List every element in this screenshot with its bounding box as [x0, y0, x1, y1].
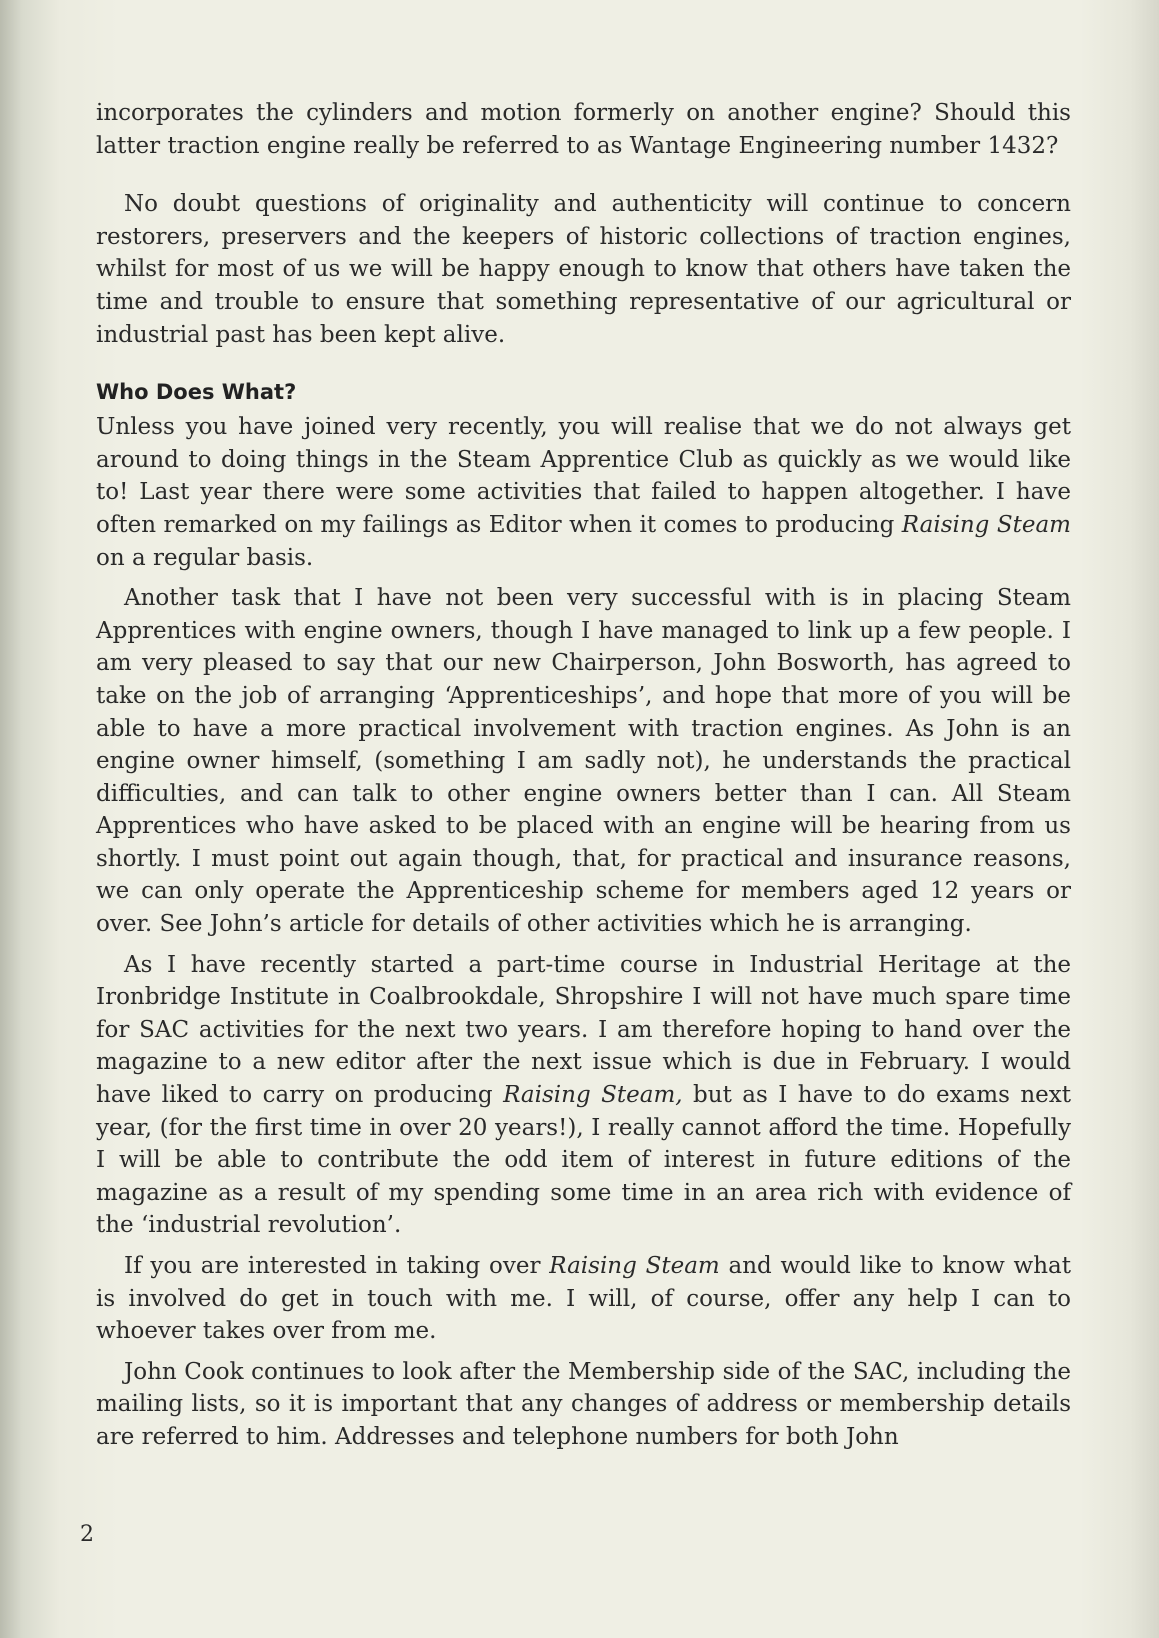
section-heading: Who Does What? — [96, 380, 297, 405]
paragraph-1 — [96, 411, 1071, 574]
paragraph-4-italic: Raising Steam — [549, 1253, 720, 1279]
paragraph-continuation-text: incorporates the cylinders and motion formerly on another engine? Should this latter traction engine really be referred to as Wantage Engineering number 1432? — [96, 100, 1071, 159]
paragraph-originality — [96, 188, 1071, 351]
paragraph-4-text: If you are interested in taking over — [124, 1253, 550, 1279]
article-body — [96, 97, 1071, 1462]
paragraph-continuation — [96, 97, 1071, 162]
paragraph-2 — [96, 582, 1071, 941]
paragraph-3-text-end: but as I have to do exams next year, (for the first time in over 20 years!), I really cannot afford the time. Hopefully I will be able to contribute the odd item of interest in future editions of the magazine as a result of my spending some time in an area rich with evidence of the ‘industrial revolution’. — [96, 1082, 1071, 1239]
paragraph-1-text-end: on a regular basis. — [96, 544, 314, 571]
paragraph-5-text: John Cook continues to look after the Membership side of the SAC, including the mailing lists, so it is important that any changes of address or membership details are referred to him. Addresses and telephone numbers for both John — [96, 1358, 1071, 1450]
paragraph-3-text: As I have recently started a part-time course in Industrial Heritage at the Ironbridge Institute in Coalbrookdale, Shropshire I will not have much spare time for SAC activities for the next two years. I am therefore hoping to hand over the magazine to a new editor after the next issue which is due in February. I would have liked to carry on producing — [96, 951, 1071, 1109]
paragraph-2-text: Another task that I have not been very successful with is in placing Steam Apprentices with engine owners, though I have managed to link up a few people. I am very pleased to say that our new Chairperson, John Bosworth, has agreed to take on the job of arranging ‘Apprenticeships’, and hope that more of you will be able to have a more practical involvement with traction engines. As John is an engine owner himself, (something I am sadly not), he understands the practical difficulties, and can talk to other engine owners better than I can. All Steam Apprentices who have asked to be placed with an engine will be hearing from us shortly. I must point out again though, that, for practical and insurance reasons, we can only operate the Apprenticeship scheme for members aged 12 years or over. See John’s article for details of other activities which he is arranging. — [96, 585, 1071, 938]
paragraph-4 — [96, 1250, 1071, 1348]
paragraph-1-text: Unless you have joined very recently, you will realise that we do not always get around to doing things in the Steam Apprentice Club as quickly as we would like to! Last year there were some activities that failed to happen altogether. I have often remarked on my failings as Editor when it comes to producing — [96, 414, 1071, 538]
paragraph-3 — [96, 949, 1071, 1242]
paragraph-3-italic: Raising Steam, — [503, 1082, 683, 1109]
paragraph-4-text-end: and would like to know what is involved do get in touch with me. I will, of course, offer any help I can to whoever takes over from me. — [96, 1253, 1071, 1345]
paragraph-5 — [96, 1356, 1071, 1454]
paragraph-originality-text: No doubt questions of originality and authenticity will continue to concern restorers, preservers and the keepers of historic collections of traction engines, whilst for most of us we will be happy enough to know that others have taken the time and trouble to ensure that something representative of our agricultural or industrial past has been kept alive. — [96, 191, 1071, 348]
page-number: 2 — [80, 1522, 94, 1547]
paragraph-1-italic: Raising Steam — [901, 511, 1071, 538]
